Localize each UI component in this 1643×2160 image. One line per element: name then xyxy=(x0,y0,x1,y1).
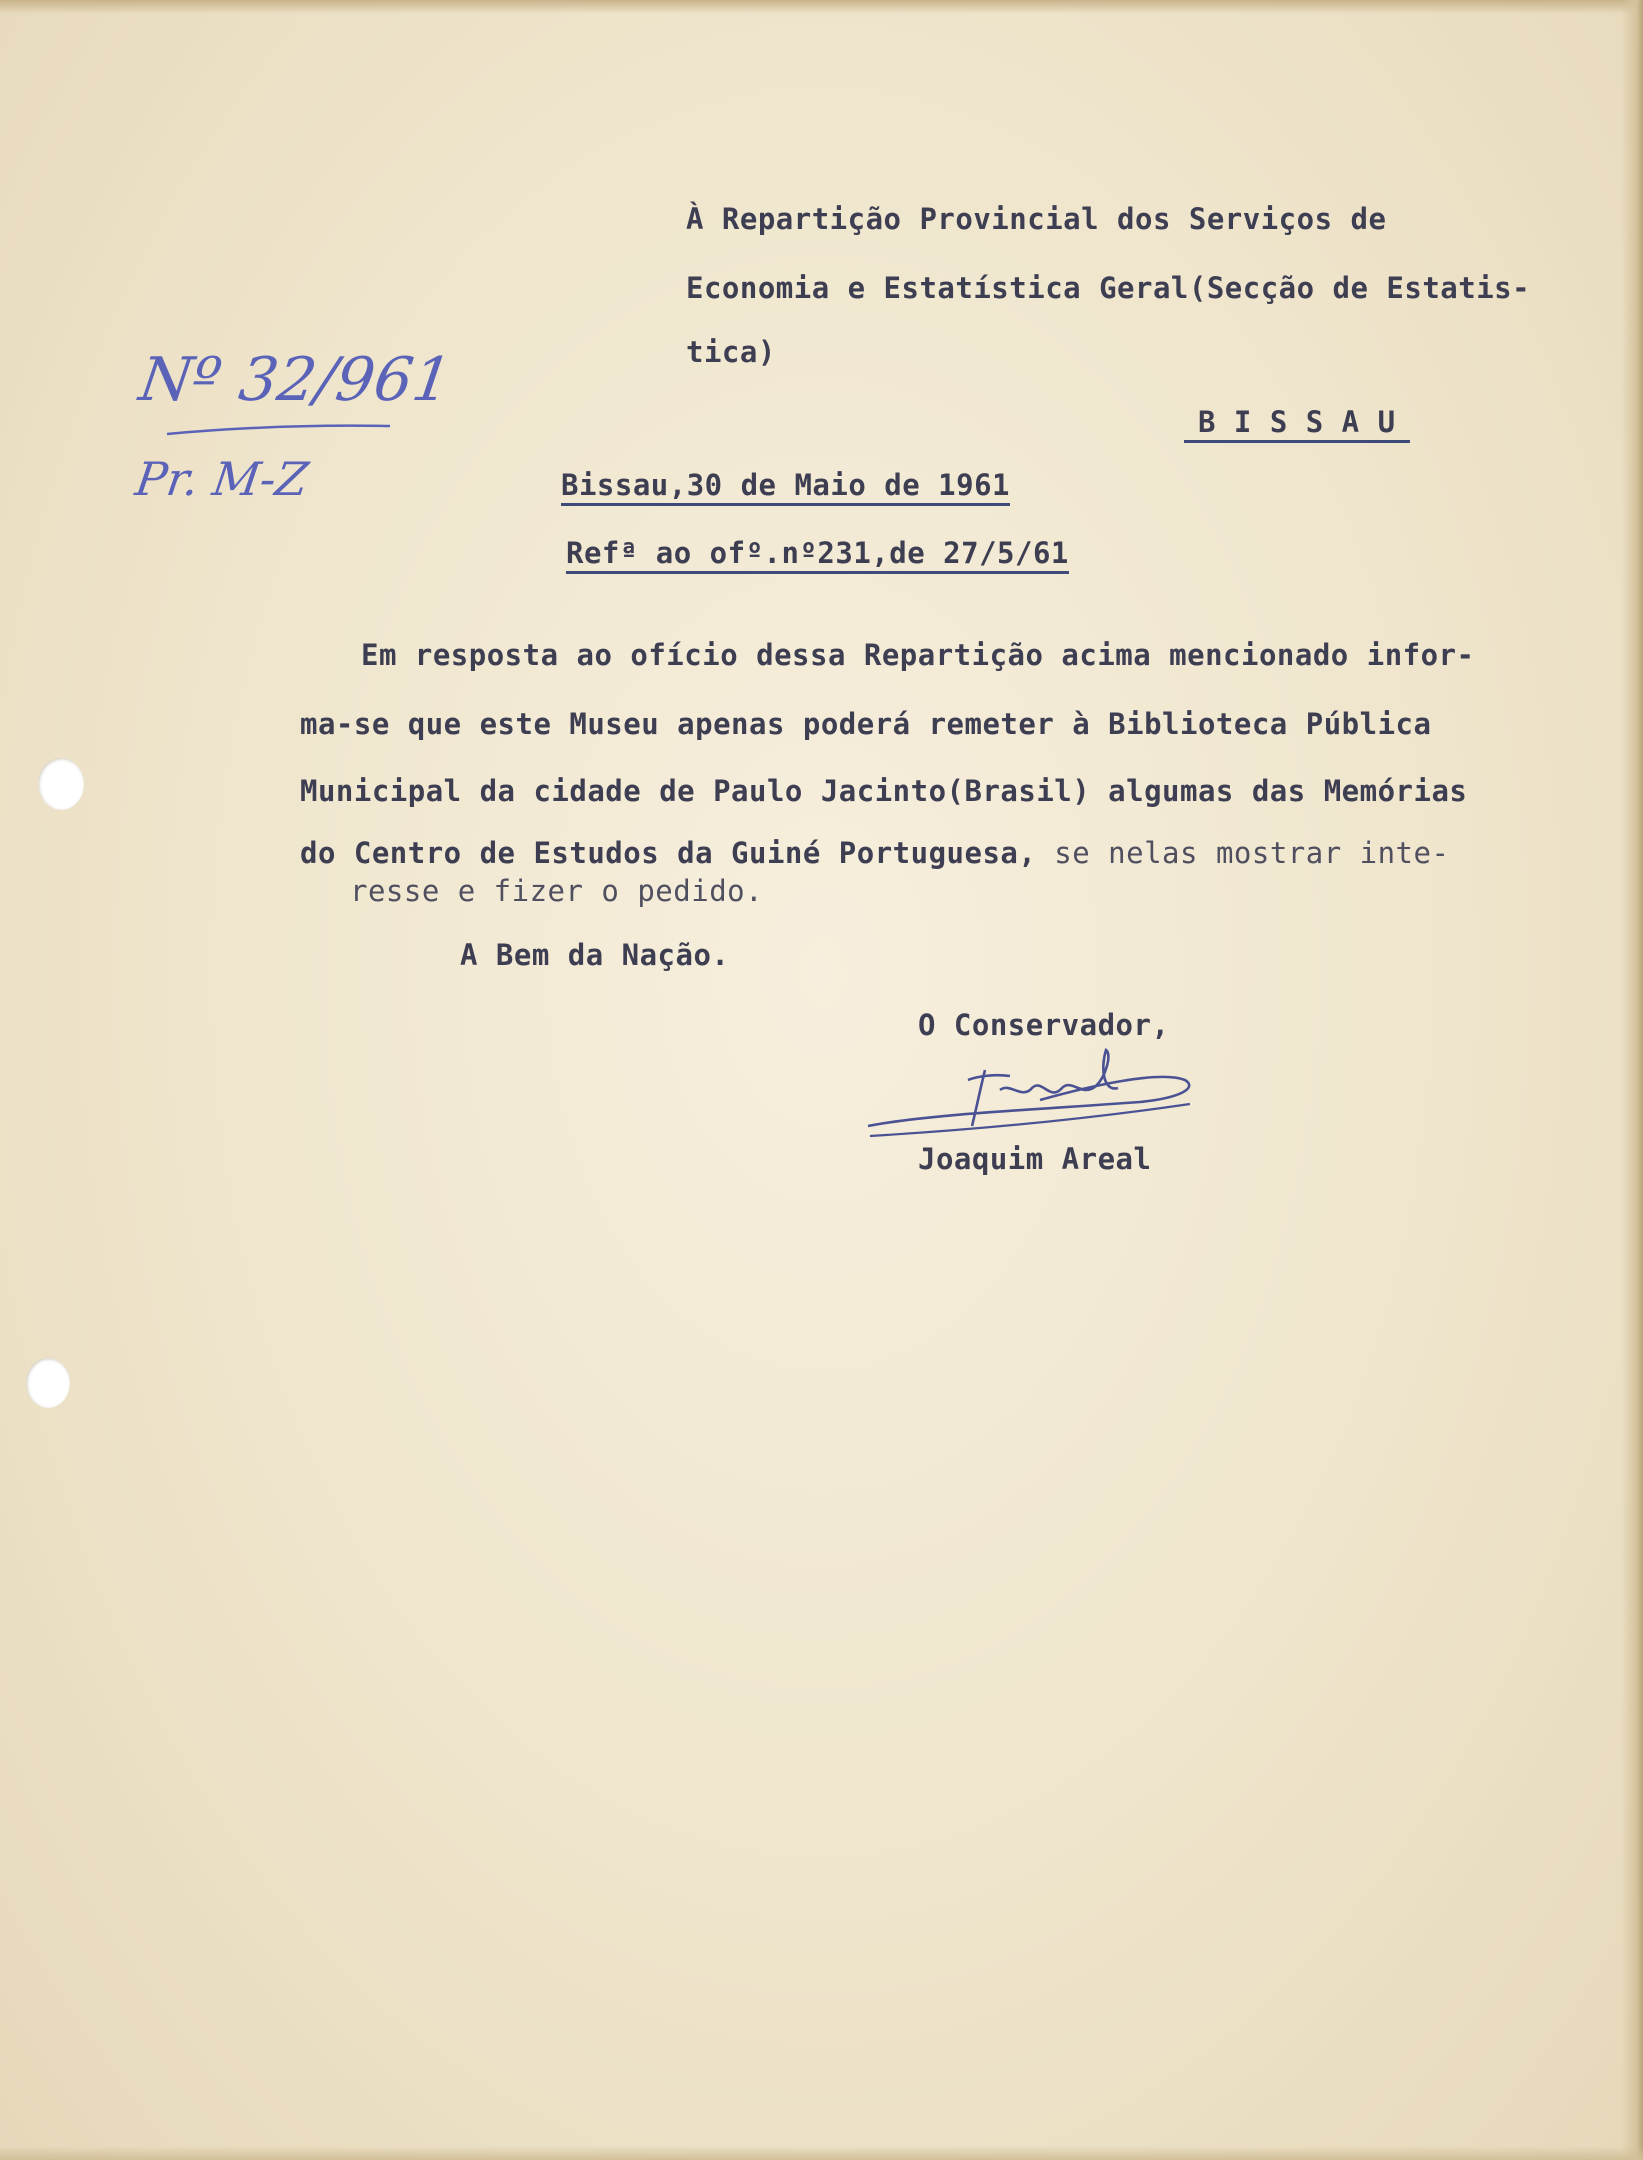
address-line-3: tica) xyxy=(686,335,776,369)
address-line-2: Economia e Estatística Geral(Secção de Estatis- xyxy=(686,271,1531,305)
body-line-1: Em resposta ao ofício dessa Repartição acima mencionado infor- xyxy=(361,638,1475,672)
address-line-1: À Repartição Provincial dos Serviços de xyxy=(686,202,1387,236)
handwritten-initials: Pr. M-Z xyxy=(132,452,312,506)
handwritten-signature xyxy=(860,1040,1200,1155)
body-line-4-light: se nelas mostrar inte- xyxy=(1036,836,1450,870)
handwritten-file-number: Nº 32/961 xyxy=(135,345,456,415)
body-line-4-bold: do Centro de Estudos da Guiné Portuguesa, xyxy=(300,836,1037,870)
body-line-4 xyxy=(300,836,1449,870)
address-place: B I S S A U xyxy=(1184,405,1410,443)
signature-name: Joaquim Areal xyxy=(918,1142,1152,1176)
paper-bottom-edge xyxy=(0,2146,1643,2160)
letter-reference: Refª ao ofº.nº231,de 27/5/61 xyxy=(566,536,1069,574)
letter-date: Bissau,30 de Maio de 1961 xyxy=(561,468,1010,506)
closing-phrase: A Bem da Nação. xyxy=(460,938,730,972)
paper-right-edge xyxy=(1621,0,1643,2160)
punch-hole-bottom xyxy=(26,1358,70,1408)
signature-title: O Conservador, xyxy=(918,1008,1170,1042)
body-line-2: ma-se que este Museu apenas poderá remeter à Biblioteca Pública xyxy=(300,707,1432,741)
annotation-underline xyxy=(165,420,395,440)
paper-top-edge xyxy=(0,0,1643,14)
body-line-5: resse e fizer o pedido. xyxy=(350,874,764,908)
punch-hole-top xyxy=(38,758,84,810)
body-line-3: Municipal da cidade de Paulo Jacinto(Brasil) algumas das Memórias xyxy=(300,774,1468,808)
